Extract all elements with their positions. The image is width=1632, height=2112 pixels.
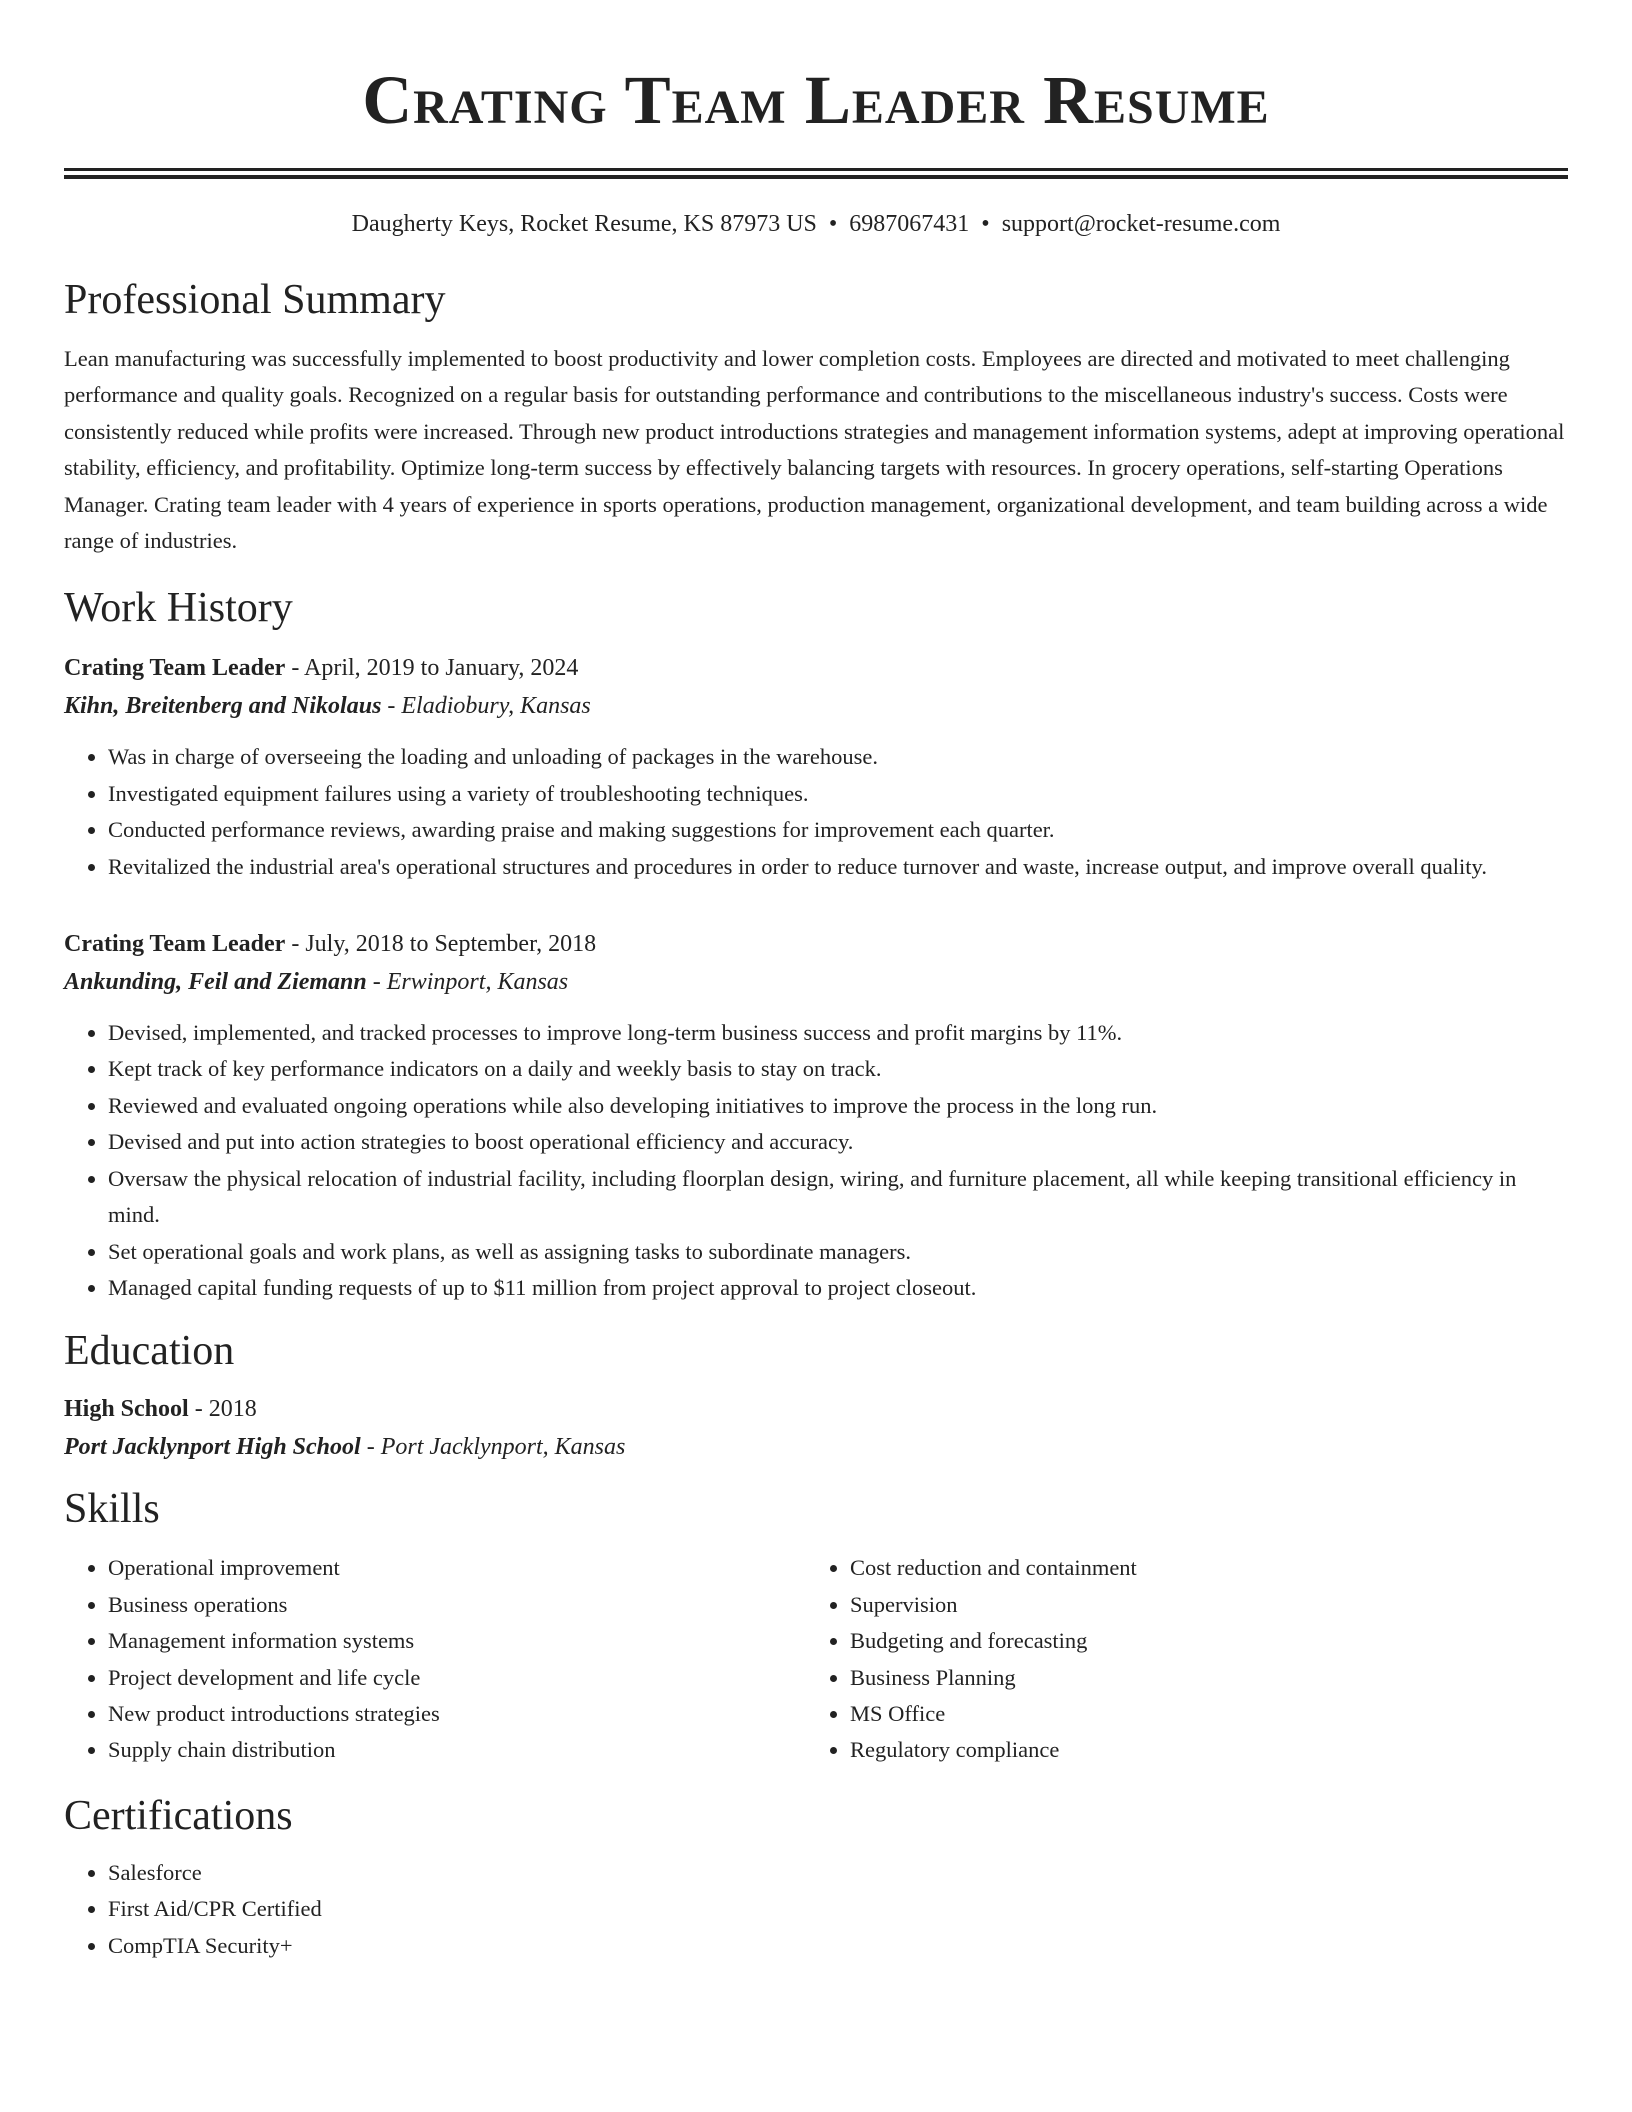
skill-item: • Project development and life cycle xyxy=(108,1660,806,1696)
education-heading: Education xyxy=(64,1328,235,1375)
company-name: Kihn, Breitenberg and Nikolaus xyxy=(64,693,382,720)
job-duties xyxy=(64,1015,1568,1306)
skill-item: • Regulatory compliance xyxy=(850,1732,1548,1768)
duty-item: • Devised and put into action strategies to boost operational efficiency and accuracy. xyxy=(108,1124,1568,1160)
school-location: - Port Jacklynport, Kansas xyxy=(360,1434,626,1461)
graduation-year: - 2018 xyxy=(188,1396,257,1423)
duty-item: • Was in charge of overseeing the loading and unloading of packages in the warehouse. xyxy=(108,739,1568,775)
summary-text: Lean manufacturing was successfully implemented to boost productivity and lower completion costs. Employees are directed and motivated to meet challenging performance and quality goals. Recognized on a regular basis for outstanding performance and contributions to the miscellaneous industry's success. Costs were consistently reduced while profits were increased. Through new product introductions strategies and management information systems, adept at improving operational stability, efficiency, and profitability. Optimize long-term success by effectively balancing targets with resources. In grocery operations, self-starting Operations Manager. Crating team leader with 4 years of experience in sports operations, production management, organizational development, and team building across a wide range of industries. xyxy=(64,346,1565,554)
job-title-line xyxy=(64,925,1568,963)
duty-item: • Kept track of key performance indicators on a daily and weekly basis to stay on track. xyxy=(108,1051,1568,1087)
skill-item: • Business operations xyxy=(108,1587,806,1623)
duty-item: • Set operational goals and work plans, as well as assigning tasks to subordinate managers. xyxy=(108,1234,1568,1270)
job-duties xyxy=(64,739,1568,885)
duty-item: • Conducted performance reviews, awarding praise and making suggestions for improvement each quarter. xyxy=(108,812,1568,848)
job-title-line xyxy=(64,649,1568,687)
degree-name: High School xyxy=(64,1396,189,1423)
skill-item: • Supervision xyxy=(850,1587,1548,1623)
duty-item: • Investigated equipment failures using a variety of troubleshooting techniques. xyxy=(108,776,1568,812)
skill-item: • Business Planning xyxy=(850,1660,1548,1696)
summary-heading: Professional Summary xyxy=(64,277,446,323)
company-line xyxy=(64,687,1568,725)
contact-email: support@rocket-resume.com xyxy=(1001,211,1281,237)
company-location: - Erwinport, Kansas xyxy=(366,969,569,996)
job-title: Crating Team Leader xyxy=(64,931,286,958)
duty-item: • Managed capital funding requests of up to $11 million from project approval to project closeout. xyxy=(108,1270,1568,1306)
work-history-heading: Work History xyxy=(64,585,293,632)
company-line xyxy=(64,963,1568,1001)
education-entry xyxy=(64,1390,1568,1466)
duty-item: • Reviewed and evaluated ongoing operations while also developing initiatives to improve the process in the long run. xyxy=(108,1088,1568,1124)
certifications-heading: Certifications xyxy=(64,1792,293,1839)
degree-line xyxy=(64,1390,1568,1428)
company-name: Ankunding, Feil and Ziemann xyxy=(64,969,367,996)
title-divider xyxy=(64,168,1568,179)
duty-item: • Revitalized the industrial area's operational structures and procedures in order to reduce turnover and waste, increase output, and improve overall quality. xyxy=(108,849,1568,885)
skill-item: • Budgeting and forecasting xyxy=(850,1623,1548,1659)
contact-phone: 6987067431 xyxy=(849,211,970,237)
certification-item: • Salesforce xyxy=(108,1855,1568,1891)
duty-item: • Oversaw the physical relocation of industrial facility, including floorplan design, wiring, and furniture placement, all while keeping transitional efficiency in mind. xyxy=(108,1161,1568,1234)
skill-item: • Supply chain distribution xyxy=(108,1732,806,1768)
duty-item: • Devised, implemented, and tracked processes to improve long-term business success and profit margins by 11%. xyxy=(108,1015,1568,1051)
company-location: - Eladiobury, Kansas xyxy=(381,693,591,720)
contact-separator: • xyxy=(828,211,838,237)
certification-item: • First Aid/CPR Certified xyxy=(108,1891,1568,1927)
skill-item: • Management information systems xyxy=(108,1623,806,1659)
job-entry xyxy=(64,925,1568,1306)
resume-title: Crating Team Leader Resume xyxy=(362,62,1270,138)
job-entry xyxy=(64,649,1568,885)
certification-item: • CompTIA Security+ xyxy=(108,1928,1568,1964)
skill-item: • MS Office xyxy=(850,1696,1548,1732)
job-dates: - July, 2018 to September, 2018 xyxy=(285,931,597,958)
certifications-list xyxy=(64,1855,1568,1964)
skill-item: • Operational improvement xyxy=(108,1550,806,1586)
skill-item: • New product introductions strategies xyxy=(108,1696,806,1732)
contact-line xyxy=(64,209,1568,239)
skills-columns xyxy=(64,1550,1568,1768)
job-title: Crating Team Leader xyxy=(64,655,286,682)
school-name: Port Jacklynport High School xyxy=(64,1434,361,1461)
skills-list-right xyxy=(806,1550,1548,1768)
skills-heading: Skills xyxy=(64,1486,160,1533)
skill-item: • Cost reduction and containment xyxy=(850,1550,1548,1586)
contact-address: Daugherty Keys, Rocket Resume, KS 87973 US xyxy=(351,211,817,237)
job-dates: - April, 2019 to January, 2024 xyxy=(285,655,579,682)
contact-separator: • xyxy=(981,211,990,237)
skills-list-left xyxy=(64,1550,806,1768)
school-line xyxy=(64,1428,1568,1466)
